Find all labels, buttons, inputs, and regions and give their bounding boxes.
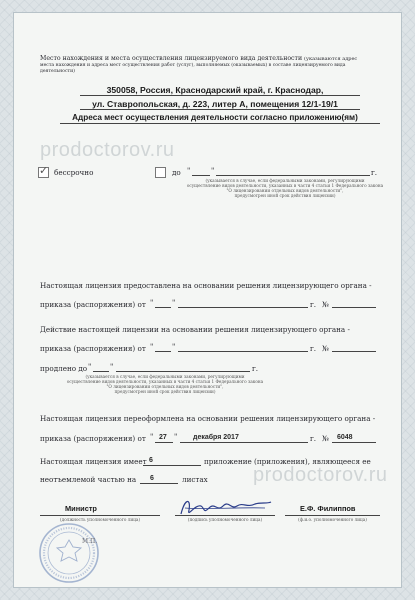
reissued-month-field <box>180 442 308 443</box>
extended-until-label: продлено до <box>40 364 88 373</box>
mp-label: М.П. <box>82 538 98 545</box>
indefinite-label: бессрочно <box>54 168 94 177</box>
granted-month-field <box>178 307 308 308</box>
intro-line-1: Место нахождения и места осуществления лицензируемого вида деятельности (указываются адрес <box>40 55 358 62</box>
annex-sheets-field <box>140 483 178 484</box>
watermark: prodoctorov.ru <box>40 139 175 161</box>
extended-note-3: "О лицензировании отдельных видов деятельности", <box>106 384 224 389</box>
check-mark-icon: ✓ <box>39 164 49 177</box>
term-note-3: "О лицензировании отдельных видов деятельности", <box>226 188 344 193</box>
address-line-3: Адреса мест осуществления деятельности согласно приложению(ям) <box>72 113 358 122</box>
reissued-day: 27 <box>159 434 167 441</box>
term-note-4: предусмотрен иной срок действия лицензии) <box>234 193 336 198</box>
position-field <box>40 515 160 516</box>
quote: " <box>110 362 114 371</box>
until-label: до <box>172 168 181 177</box>
underline <box>80 95 360 96</box>
intro-line-3: деятельности) <box>40 69 75 74</box>
extended-line-1: Действие настоящей лицензии на основании решения лицензирующего органа - <box>40 325 350 334</box>
name-field <box>285 515 380 516</box>
extended-day-field <box>155 351 171 352</box>
quote: " <box>150 342 154 351</box>
signer-name: Е.Ф. Филиппов <box>300 504 356 513</box>
year-suffix: г. <box>310 344 317 353</box>
reissued-number-field <box>332 442 376 443</box>
granted-day-field <box>155 307 171 308</box>
annex-sheets-label: листах <box>182 475 208 484</box>
annex-label: приложение (приложения), являющееся ее <box>204 457 371 466</box>
annex-count: 6 <box>149 457 153 464</box>
until-day-field <box>192 175 210 176</box>
reissued-line-1: Настоящая лицензия переоформлена на основании решения лицензирующего органа - <box>40 414 376 423</box>
quote: " <box>187 166 191 175</box>
until-checkbox[interactable] <box>155 167 166 178</box>
number-label: № <box>322 300 329 309</box>
annex-sheets: 6 <box>150 475 154 482</box>
reissued-month: декабря 2017 <box>193 434 239 441</box>
sign-note: (подпись уполномоченного лица) <box>187 517 263 522</box>
extended-note-1: (указывается в случае, если федеральными законами, регулирующими <box>85 374 245 379</box>
number-label: № <box>322 434 329 443</box>
signer-position: Министр <box>65 504 97 513</box>
indefinite-checkbox[interactable] <box>38 164 49 178</box>
quote: " <box>172 298 176 307</box>
reissued-day-field <box>155 442 173 443</box>
official-seal-icon <box>38 522 100 584</box>
quote: " <box>150 432 154 441</box>
annex-integral-label: неотъемлемой частью на <box>40 475 137 484</box>
term-note-2: осуществление видов деятельности, указанных в части 4 статьи 1 Федерального закона <box>186 183 384 188</box>
annex-count-field <box>143 465 201 466</box>
granted-line-1: Настоящая лицензия предоставлена на основании решения лицензирующего органа - <box>40 281 372 290</box>
intro-line-2: места нахождения и адреса мест осуществления работ (услуг), выполняемых (оказываемых) в составе лицензируемого вида <box>40 63 346 68</box>
reissued-order-label: приказа (распоряжения) от <box>40 434 146 443</box>
watermark: prodoctorov.ru <box>253 464 388 486</box>
quote: " <box>150 298 154 307</box>
year-suffix: г. <box>310 434 317 443</box>
underline <box>60 123 380 124</box>
address-line-1: 350058, Россия, Краснодарский край, г. Краснодар, <box>106 85 324 95</box>
position-note: (должность уполномоченного лица) <box>59 517 141 522</box>
number-label: № <box>322 344 329 353</box>
until-month-field <box>216 175 370 176</box>
quote: " <box>211 166 215 175</box>
term-note-1: (указывается в случае, если федеральными законами, регулирующими <box>205 178 365 183</box>
reissued-number: 6048 <box>337 434 353 441</box>
quote: " <box>172 342 176 351</box>
address-line-2: ул. Ставропольская, д. 223, литер А, помещения 12/1-19/1 <box>92 99 338 109</box>
annex-has-label: Настоящая лицензия имеет <box>40 457 147 466</box>
underline <box>80 109 360 110</box>
year-suffix: г. <box>252 364 259 373</box>
granted-number-field <box>332 307 376 308</box>
extended-order-label: приказа (распоряжения) от <box>40 344 146 353</box>
year-suffix: г. <box>371 168 378 177</box>
signature-field <box>175 515 275 516</box>
extended-until-month-field <box>116 371 250 372</box>
quote: " <box>174 432 178 441</box>
extended-note-4: предусмотрен иной срок действия лицензии) <box>114 389 216 394</box>
name-note: (ф.и.о. уполномоченного лица) <box>298 517 367 522</box>
extended-note-2: осуществление видов деятельности, указанных в части 4 статьи 1 Федерального закона <box>66 379 264 384</box>
granted-order-label: приказа (распоряжения) от <box>40 300 146 309</box>
year-suffix: г. <box>310 300 317 309</box>
extended-number-field <box>332 351 376 352</box>
extended-until-day-field <box>93 371 109 372</box>
quote: " <box>88 362 92 371</box>
extended-month-field <box>178 351 308 352</box>
